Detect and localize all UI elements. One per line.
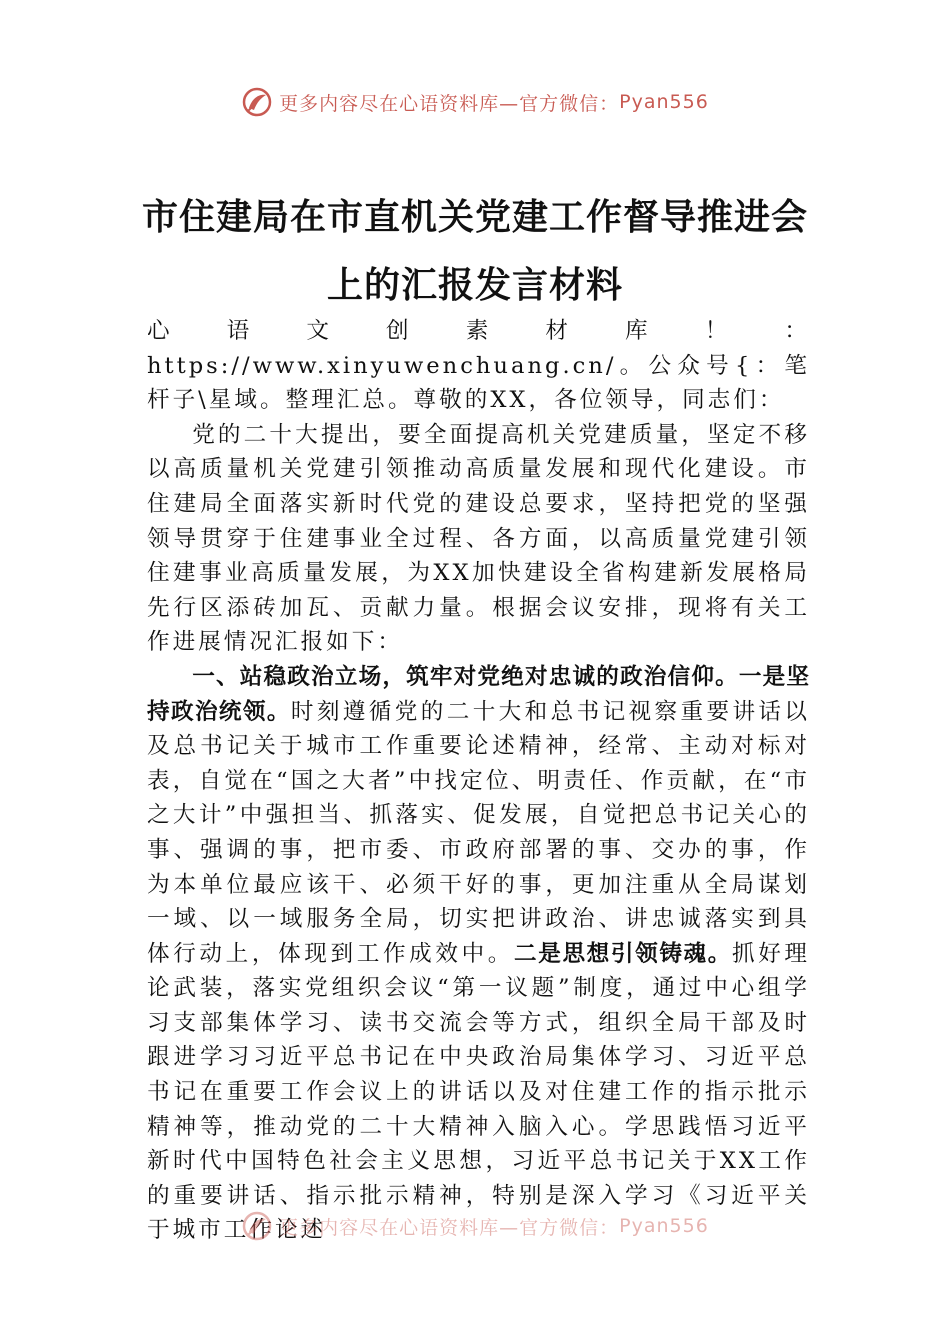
title-line-1: 市住建局在市直机关党建工作督导推进会 xyxy=(141,197,808,238)
point-1-text: 时刻遵循党的二十大和总书记视察重要讲话以及总书记关于城市工作重要论述精神，经常、主动对标对表，自觉在“国之大者”中找定位、明责任、作贡献，在“市之大计”中强担当、抓落实、促发展，自觉把总书记关心的事、强调的事，把市委、市政府部署的事、交办的事，作为本单位最应该干、必须干好的事，更加注重从全局谋划一域、以一域服务全局，切实把讲政治、讲忠诚落实到具体行动上，体现到工作成效中。 xyxy=(147,698,811,967)
logo-icon xyxy=(241,1210,273,1242)
watermark-footer-id: Pyan556 xyxy=(619,1215,709,1237)
watermark-footer xyxy=(0,1208,950,1244)
watermark-id: Pyan556 xyxy=(619,91,709,113)
section-1-paragraph xyxy=(147,660,810,1248)
watermark-header xyxy=(0,84,950,120)
point-2-text: 抓好理论武装，落实党组织会议“第一议题”制度，通过中心组学习支部集体学习、读书交流会等方式，组织全局干部及时跟进学习习近平总书记在中央政治局集体学习、习近平总书记在重要工作会议上的讲话以及对住建工作的指示批示精神等，推动党的二十大精神入脑入心。学思践悟习近平新时代中国特色社会主义思想，习近平总书记关于XX工作的重要讲话、指示批示精神，特别是深入学习《习近平关于城市工作论述 xyxy=(147,940,811,1244)
paragraph-1: 党的二十大提出，要全面提高机关党建质量，坚定不移以高质量机关党建引领推动高质量发展和现代化建设。市住建局全面落实新时代党的建设总要求，坚持把党的坚强领导贯穿于住建事业全过程、各方面，以高质量党建引领住建事业高质量发展，为XX加快建设全省构建新发展格局先行区添砖加瓦、贡献力量。根据会议安排，现将有关工作进展情况汇报如下： xyxy=(147,421,810,656)
point-1-lead: 一是坚持政治统领。 xyxy=(147,663,811,725)
intro-paragraph: 心语文创素材库！：https://www.xinyuwenchuang.cn/。公众号{：笔杆子\星域。整理汇总。尊敬的XX，各位领导，同志们： xyxy=(147,318,810,414)
watermark-footer-text: 更多内容尽在心语资料库—官方微信： xyxy=(279,1216,620,1239)
watermark-text: 更多内容尽在心语资料库—官方微信： xyxy=(279,92,620,115)
point-2-lead: 二是思想引领铸魂。 xyxy=(514,940,732,967)
section-1-heading: 一、站稳政治立场，筑牢对党绝对忠诚的政治信仰。 xyxy=(192,663,739,690)
title-line-2: 上的汇报发言材料 xyxy=(326,265,623,306)
document-title xyxy=(140,184,810,320)
logo-icon xyxy=(241,86,273,118)
